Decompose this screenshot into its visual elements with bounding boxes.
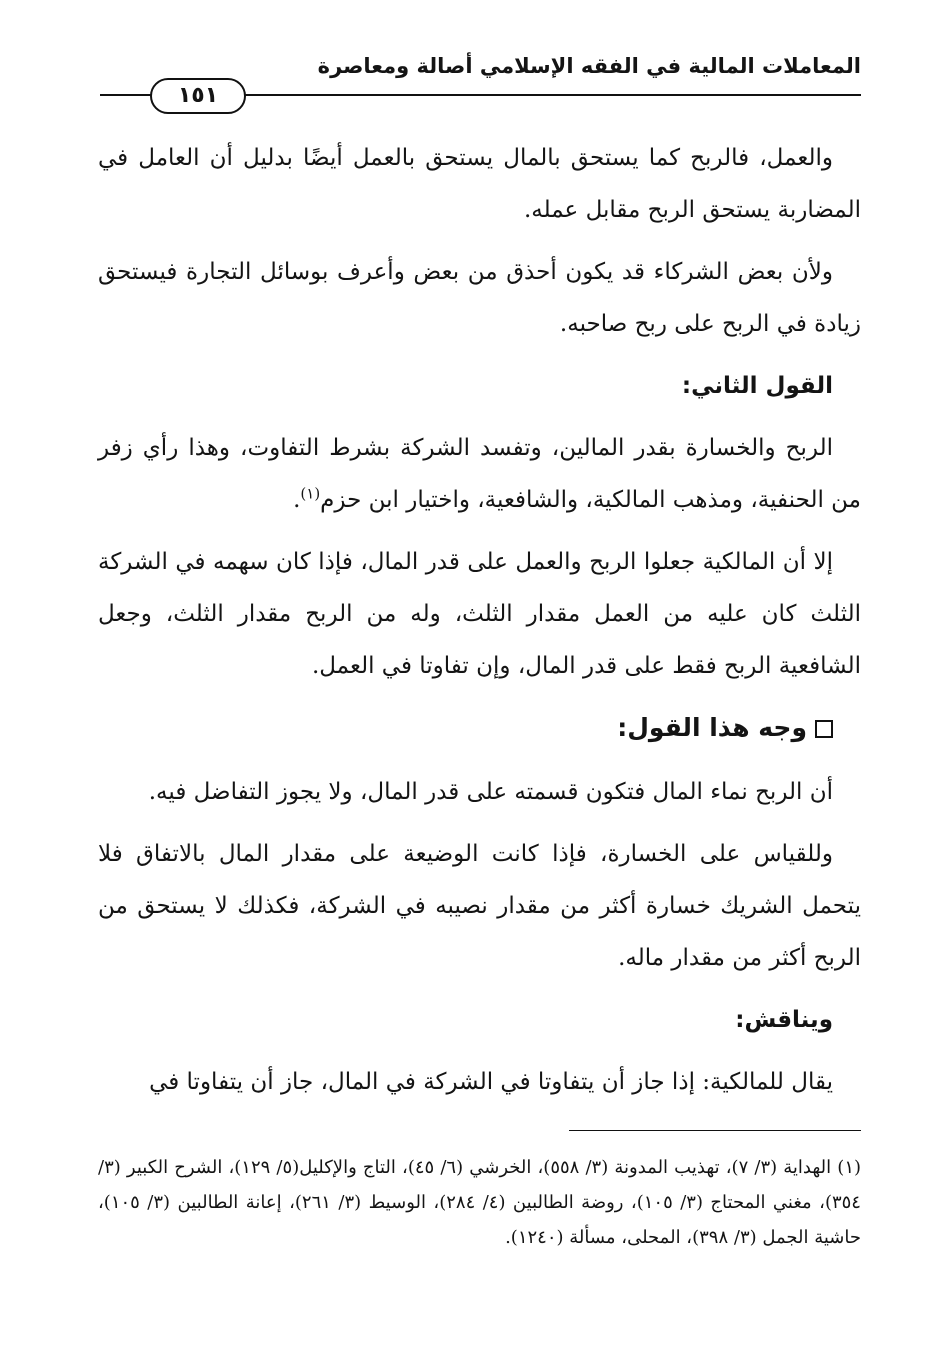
- page-number: ١٥١: [150, 78, 246, 114]
- heading-discussion: ويناقش:: [735, 1007, 833, 1033]
- paragraph-5: أن الربح نماء المال فتكون قسمته على قدر المال، ولا يجوز التفاضل فيه.: [148, 779, 833, 805]
- heading-reasoning-text: وجه هذا القول:: [617, 713, 807, 742]
- paragraph-1: والعمل، فالربح كما يستحق بالمال يستحق بالعمل أيضًا بدليل أن العامل في المضاربة يستحق الربح مقابل عمله.: [98, 145, 861, 223]
- paragraph-2: ولأن بعض الشركاء قد يكون أحذق من بعض وأعرف بوسائل التجارة فيستحق زيادة في الربح على ربح صاحبه.: [98, 259, 861, 337]
- main-text: [98, 132, 861, 1118]
- heading-reasoning: [98, 702, 861, 754]
- footnote-rule: [569, 1130, 861, 1131]
- paragraph-3: [98, 422, 861, 526]
- paragraph-7: يقال للمالكية: إذا جاز أن يتفاوتا في الشركة في المال، جاز أن يتفاوتا في: [149, 1069, 833, 1095]
- heading-second-opinion: القول الثاني:: [681, 373, 833, 399]
- paragraph-4: إلا أن المالكية جعلوا الربح والعمل على قدر المال، فإذا كان سهمه في الشركة الثلث كان عليه من العمل مقدار الثلث، وله من الربح مقدار الثلث، وجعل الشافعية الربح فقط على قدر المال، وإن تفاوتا في العمل.: [98, 549, 861, 679]
- footnote: (١) الهداية (٣/ ٧)، تهذيب المدونة (٣/ ٥٥٨)، الخرشي (٦/ ٤٥)، التاج والإكليل(٥/ ١٢٩)، الشرح الكبير (٣/ ٣٥٤)، مغني المحتاج (٣/ ١٠٥)، روضة الطالبين (٤/ ٢٨٤)، الوسيط (٣/ ٢٦١)، إعانة الطالبين (٣/ ١٠٥)، حاشية الجمل (٣/ ٣٩٨)، المحلى، مسألة (١٢٤٠).: [98, 1157, 862, 1248]
- square-bullet-icon: [815, 720, 833, 738]
- running-title: المعاملات المالية في الفقه الإسلامي أصالة ومعاصرة: [317, 54, 861, 78]
- paragraph-3-end: .: [293, 487, 301, 513]
- paragraph-3-text: الربح والخسارة بقدر المالين، وتفسد الشركة بشرط التفاوت، وهذا رأي زفر من الحنفية، ومذهب المالكية، والشافعية، واختيار ابن حزم: [98, 435, 861, 513]
- paragraph-6: وللقياس على الخسارة، فإذا كانت الوضيعة على مقدار المال بالاتفاق فلا يتحمل الشريك خسارة أكثر من مقدار نصيبه في الشركة، فكذلك لا يستحق من الربح أكثر من مقدار ماله.: [98, 841, 861, 971]
- footnote-reference[interactable]: (١): [300, 484, 321, 503]
